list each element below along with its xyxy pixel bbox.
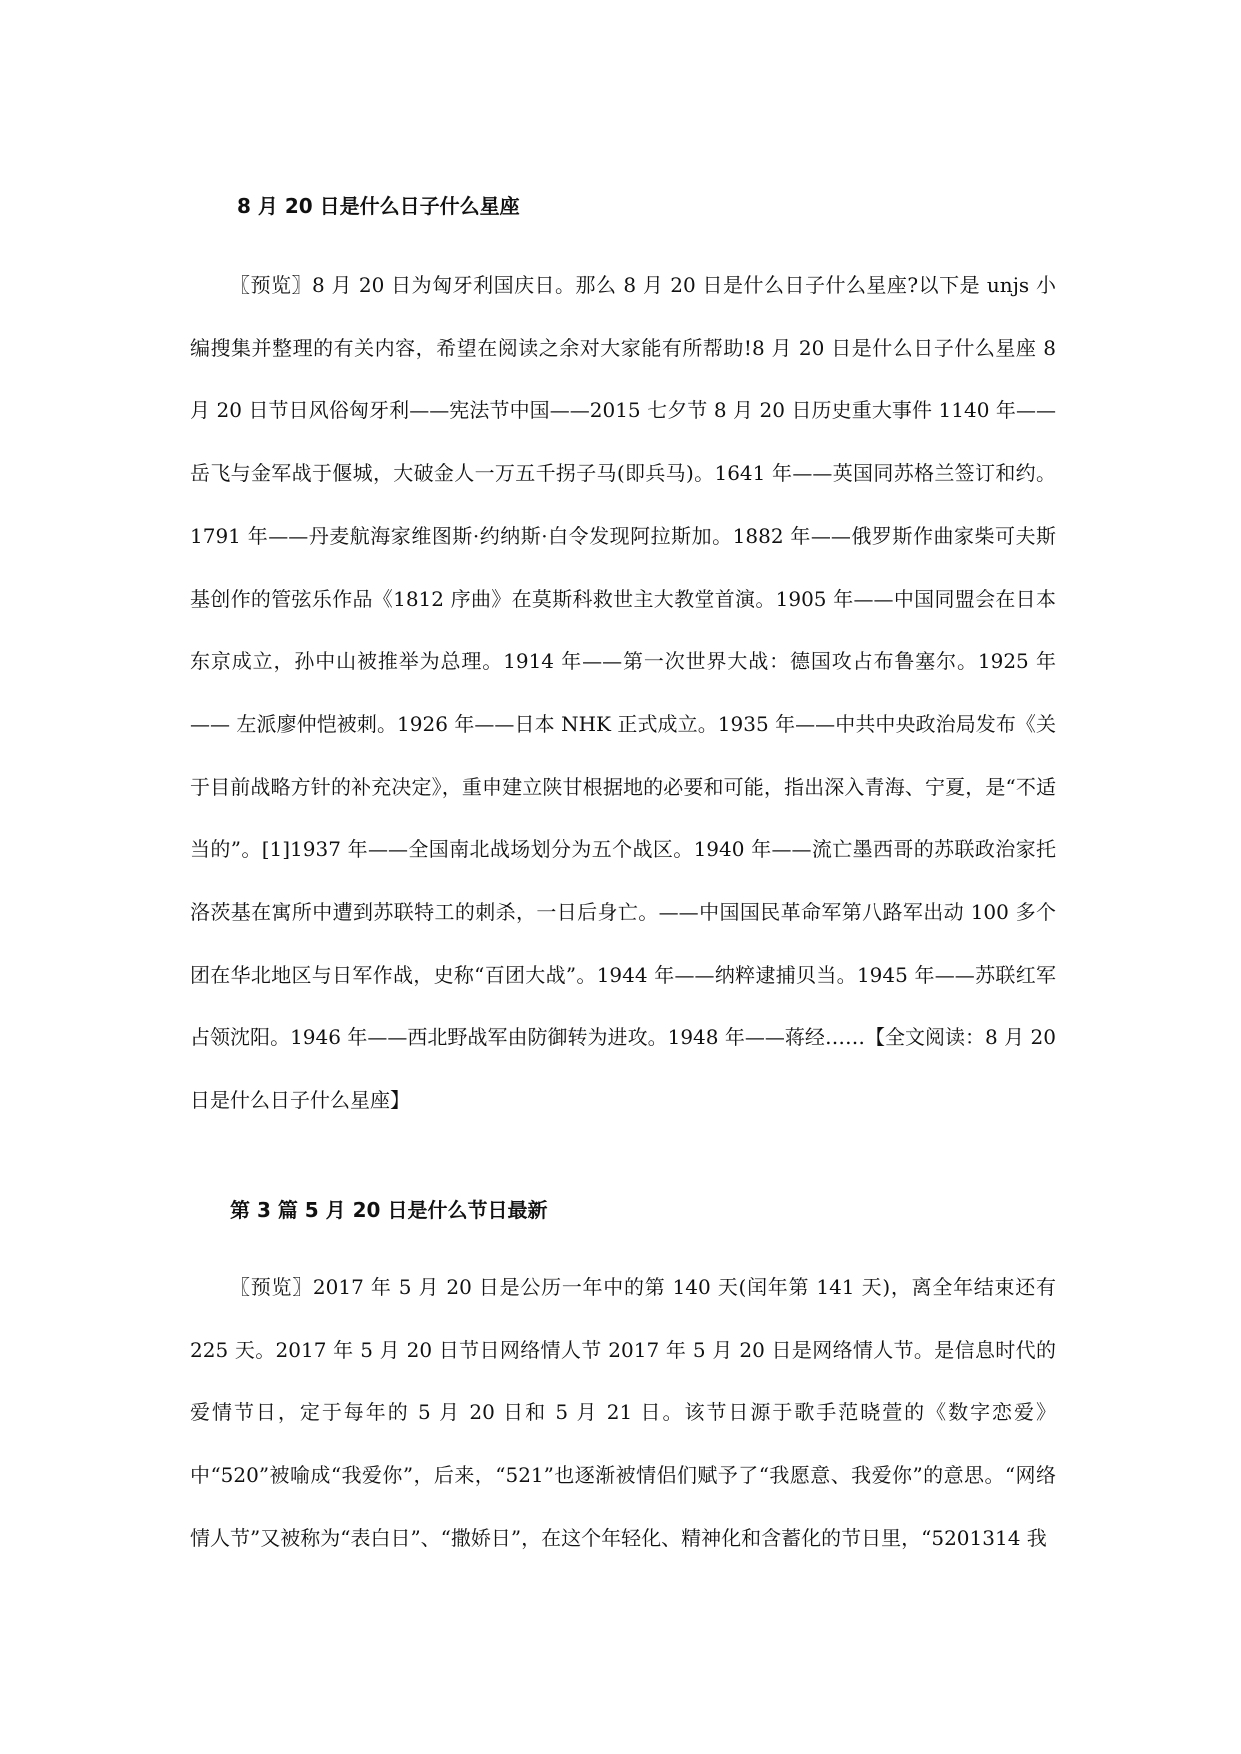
article-section-1 xyxy=(190,192,1056,1132)
article-section-2 xyxy=(190,1196,1056,1570)
article-title: 8 月 20 日是什么日子什么星座 xyxy=(237,194,520,218)
article-body: 〖预览〗2017 年 5 月 20 日是公历一年中的第 140 天(闰年第 141 天)，离全年结束还有 225 天。2017 年 5 月 20 日节日网络情人节 2017 年 5 月 20 日是网络情人节。是信息时代的爱情节日，定于每年的 5 月 20 日和 5 月 21 日。该节日源于歌手范晓萱的《数字恋爱》中“520”被喻成“我爱你”，后来，“521”也逐渐被情侣们赋予了“我愿意、我爱你”的意思。“网络情人节”又被称为“表白日”、“撒娇日”，在这个年轻化、精神化和含蓄化的节日里，“5201314 我 xyxy=(190,1275,1056,1550)
article-title: 第 3 篇 5 月 20 日是什么节日最新 xyxy=(230,1198,548,1222)
article-body: 〖预览〗8 月 20 日为匈牙利国庆日。那么 8 月 20 日是什么日子什么星座?以下是 unjs 小编搜集并整理的有关内容，希望在阅读之余对大家能有所帮助!8 月 20 日是什么日子什么星座 8 月 20 日节日风俗匈牙利——宪法节中国——2015 七夕节 8 月 20 日历史重大事件 1140 年——岳飞与金军战于偃城，大破金人一万五千拐子马(即兵马)。1641 年——英国同苏格兰签订和约。1791 年——丹麦航海家维图斯·约纳斯·白令发现阿拉斯加。1882 年——俄罗斯作曲家柴可夫斯基创作的管弦乐作品《1812 序曲》在莫斯科救世主大教堂首演。1905 年——中国同盟会在日本东京成立，孙中山被推举为总理。1914 年——第一次世界大战：德国攻占布鲁塞尔。1925 年—— 左派廖仲恺被刺。1926 年——日本 NHK 正式成立。1935 年——中共中央政治局发布《关于目前战略方针的补充决定》，重申建立陕甘根据地的必要和可能，指出深入青海、宁夏，是“不适当的”。[1]1937 年——全国南北战场划分为五个战区。1940 年——流亡墨西哥的苏联政治家托洛茨基在寓所中遭到苏联特工的刺杀，一日后身亡。——中国国民革命军第八路军出动 100 多个团在华北地区与日军作战，史称“百团大战”。1944 年——纳粹逮捕贝当。1945 年——苏联红军占领沈阳。1946 年——西北野战军由防御转为进攻。1948 年——蒋经……【全文阅读：8 月 20 日是什么日子什么星座】 xyxy=(190,273,1056,1113)
